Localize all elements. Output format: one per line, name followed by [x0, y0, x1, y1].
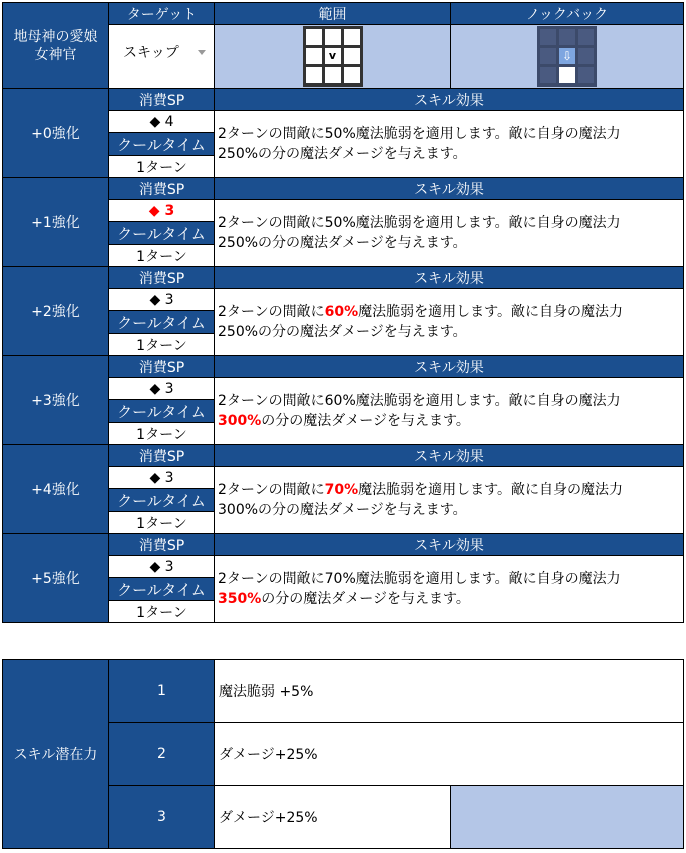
effect-line2-b: の分の魔法ダメージを与えます。	[261, 413, 470, 429]
effect-vuln-value: 60%	[324, 393, 356, 409]
sp-value: ◆ 3	[109, 200, 215, 222]
effect-line1-a: 2ターンの間敵に	[218, 393, 325, 409]
effect-line1-c: 魔法脆弱を適用します。敵に自身の魔法力	[355, 126, 621, 142]
skill-potential-table	[2, 659, 684, 849]
effect-text	[215, 289, 684, 356]
sp-value: ◆ 4	[109, 111, 215, 133]
effect-text	[215, 200, 684, 267]
potential-text-2: ダメージ+25%	[215, 723, 684, 786]
dropdown-caret-icon	[198, 50, 206, 55]
level-name: +0強化	[3, 89, 109, 178]
effect-vuln-value: 70%	[324, 482, 359, 498]
cooldown-label: クールタイム	[109, 578, 215, 601]
knockback-arrow-icon: ⇩	[559, 48, 575, 64]
effect-damage-value: 350%	[218, 591, 262, 607]
effect-line2-b: の分の魔法ダメージを与えます。	[258, 502, 467, 518]
effect-line1-c: 魔法脆弱を適用します。敵に自身の魔法力	[355, 571, 621, 587]
effect-line2-b: の分の魔法ダメージを与えます。	[258, 324, 467, 340]
cooldown-value: 1ターン	[109, 423, 215, 445]
effect-line2-b: の分の魔法ダメージを与えます。	[258, 235, 467, 251]
cooldown-value: 1ターン	[109, 512, 215, 534]
effect-label: スキル効果	[215, 445, 684, 467]
knockback-grid	[537, 26, 597, 87]
cooldown-label: クールタイム	[109, 400, 215, 423]
effect-damage-value: 250%	[218, 324, 259, 340]
level-name: +3強化	[3, 356, 109, 445]
effect-vuln-value: 50%	[324, 215, 356, 231]
effect-damage-value: 250%	[218, 235, 259, 251]
effect-vuln-value: 50%	[324, 126, 356, 142]
cooldown-value: 1ターン	[109, 245, 215, 267]
cooldown-label: クールタイム	[109, 133, 215, 156]
effect-line1-a: 2ターンの間敵に	[218, 215, 325, 231]
level-name: +1強化	[3, 178, 109, 267]
range-grid	[303, 26, 363, 87]
target-value: スキップ	[123, 45, 179, 61]
range-header: 範囲	[215, 3, 451, 25]
effect-vuln-value: 60%	[324, 304, 359, 320]
effect-label: スキル効果	[215, 534, 684, 556]
potential-num-3: 3	[109, 786, 215, 849]
level-name: +5強化	[3, 534, 109, 623]
potential-label: スキル潜在力	[3, 660, 109, 849]
cooldown-value: 1ターン	[109, 156, 215, 178]
sp-label: 消費SP	[109, 89, 215, 111]
effect-label: スキル効果	[215, 267, 684, 289]
level-name: +4強化	[3, 445, 109, 534]
cooldown-label: クールタイム	[109, 311, 215, 334]
effect-label: スキル効果	[215, 178, 684, 200]
effect-line1-c: 魔法脆弱を適用します。敵に自身の魔法力	[355, 393, 621, 409]
effect-line1-a: 2ターンの間敵に	[218, 126, 325, 142]
effect-damage-value: 300%	[218, 502, 259, 518]
effect-damage-value: 250%	[218, 146, 259, 162]
potential-num-1: 1	[109, 660, 215, 723]
sp-label: 消費SP	[109, 267, 215, 289]
effect-line1-c: 魔法脆弱を適用します。敵に自身の魔法力	[355, 215, 621, 231]
cooldown-value: 1ターン	[109, 601, 215, 623]
sp-value: ◆ 3	[109, 378, 215, 400]
range-cell	[215, 25, 451, 89]
effect-text	[215, 556, 684, 623]
potential-num-2: 2	[109, 723, 215, 786]
effect-damage-value: 300%	[218, 413, 262, 429]
range-target-mark: v	[325, 48, 341, 64]
effect-text	[215, 467, 684, 534]
target-select[interactable]	[109, 25, 215, 89]
effect-label: スキル効果	[215, 89, 684, 111]
effect-line1-a: 2ターンの間敵に	[218, 482, 325, 498]
sp-value: ◆ 3	[109, 467, 215, 489]
sp-label: 消費SP	[109, 445, 215, 467]
effect-line2-b: の分の魔法ダメージを与えます。	[258, 146, 467, 162]
effect-line1-c: 魔法脆弱を適用します。敵に自身の魔法力	[358, 304, 624, 320]
effect-text	[215, 378, 684, 445]
knockback-header: ノックバック	[451, 3, 684, 25]
skill-table	[2, 2, 684, 623]
sp-value: ◆ 3	[109, 289, 215, 311]
potential-empty-cell	[451, 786, 684, 849]
skill-name: 地母神の愛娘女神官	[3, 3, 109, 89]
sp-label: 消費SP	[109, 356, 215, 378]
knockback-cell	[451, 25, 684, 89]
target-header: ターゲット	[109, 3, 215, 25]
potential-text-3: ダメージ+25%	[215, 786, 451, 849]
potential-text-1: 魔法脆弱 +5%	[215, 660, 684, 723]
sp-value: ◆ 3	[109, 556, 215, 578]
effect-label: スキル効果	[215, 356, 684, 378]
effect-line1-a: 2ターンの間敵に	[218, 304, 325, 320]
effect-line2-b: の分の魔法ダメージを与えます。	[261, 591, 470, 607]
effect-text	[215, 111, 684, 178]
cooldown-value: 1ターン	[109, 334, 215, 356]
cooldown-label: クールタイム	[109, 222, 215, 245]
effect-line1-a: 2ターンの間敵に	[218, 571, 325, 587]
effect-vuln-value: 70%	[324, 571, 356, 587]
level-name: +2強化	[3, 267, 109, 356]
effect-line1-c: 魔法脆弱を適用します。敵に自身の魔法力	[358, 482, 624, 498]
sp-label: 消費SP	[109, 534, 215, 556]
cooldown-label: クールタイム	[109, 489, 215, 512]
sp-label: 消費SP	[109, 178, 215, 200]
